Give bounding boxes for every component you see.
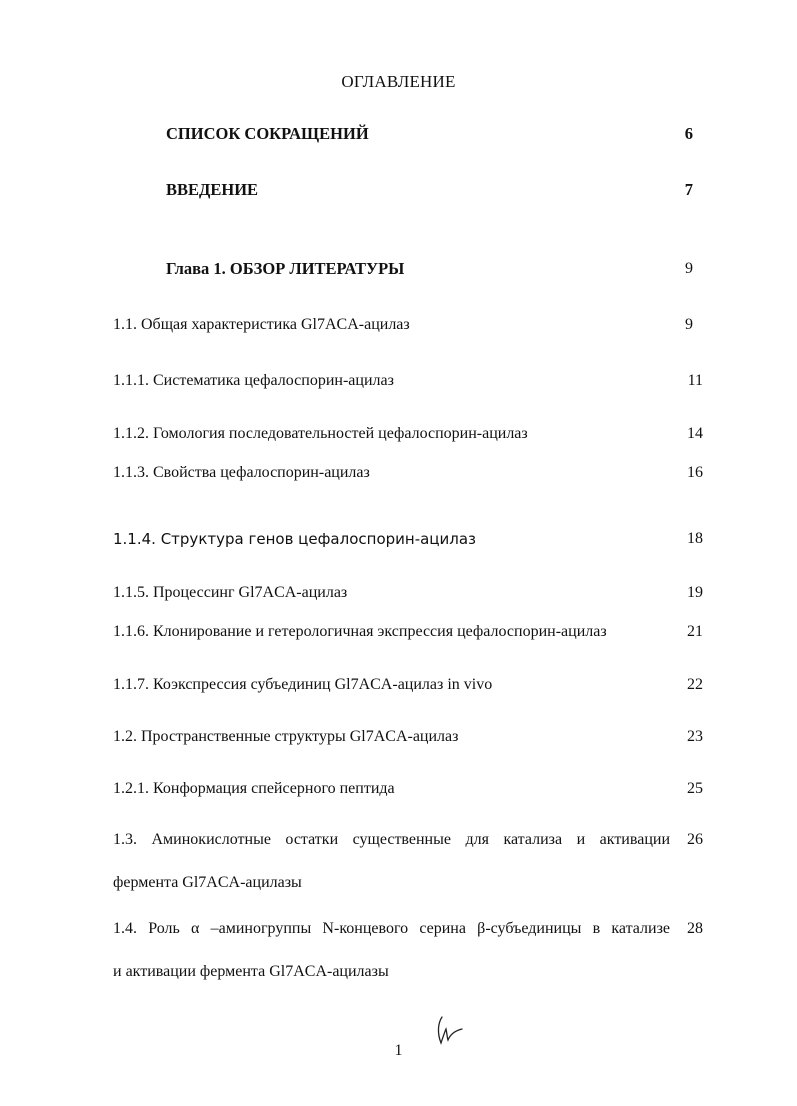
toc-entry-1-3	[113, 831, 703, 901]
toc-entry-label: 1.2. Пространственные структуры Gl7ACA-ацилаз	[113, 728, 459, 745]
toc-entry-page: 19	[687, 584, 703, 601]
toc-entry-page: 16	[687, 464, 703, 481]
toc-entry-label: 1.1.6. Клонирование и гетерологичная экспрессия цефалоспорин-ацилаз	[113, 623, 607, 640]
toc-entry-label: 1.1.1. Систематика цефалоспорин-ацилаз	[113, 372, 394, 389]
toc-entry-page: 9	[685, 316, 693, 333]
toc-entry-1-4	[113, 920, 703, 990]
toc-entry-page: 7	[684, 180, 693, 199]
toc-entry-label: Глава 1. ОБЗОР ЛИТЕРАТУРЫ	[166, 259, 405, 278]
toc-entry-label: СПИСОК СОКРАЩЕНИЙ	[166, 124, 369, 143]
toc-entry-page: 22	[687, 676, 703, 693]
toc-entry-page: 9	[685, 260, 693, 277]
toc-entry-label: 1.1.3. Свойства цефалоспорин-ацилаз	[113, 464, 370, 481]
toc-entry-label: 1.1.2. Гомология последовательностей цефалоспорин-ацилаз	[113, 425, 528, 442]
toc-entry-page: 26	[687, 831, 703, 848]
toc-entry-label: 1.2.1. Конформация спейсерного пептида	[113, 780, 395, 797]
toc-entry-label-line1: 1.4. Роль α –аминогруппы N-концевого серина β-субъединицы в катализе	[113, 920, 670, 937]
toc-entry-page: 23	[687, 728, 703, 745]
toc-entry-label: 1.1. Общая характеристика Gl7ACA-ацилаз	[113, 316, 410, 333]
toc-entry-label-line1: 1.3. Аминокислотные остатки существенные для катализа и активации	[113, 831, 670, 848]
page-number: 1	[394, 1042, 403, 1059]
toc-entry-page: 18	[687, 530, 703, 547]
toc-entry-label: 1.1.4. Структура генов цефалоспорин-ацилаз	[113, 530, 477, 548]
toc-entry-page: 6	[684, 124, 693, 143]
toc-entry-label: 1.1.7. Коэкспрессия субъединиц Gl7ACA-ацилаз in vivo	[113, 676, 493, 693]
toc-entry-page: 11	[687, 372, 703, 389]
toc-entry-label-line2: и активации фермента Gl7ACA-ацилазы	[113, 963, 389, 980]
toc-entry-page: 14	[687, 425, 703, 442]
toc-entry-page: 21	[687, 623, 703, 640]
page-title: ОГЛАВЛЕНИЕ	[341, 72, 456, 91]
toc-entry-label: ВВЕДЕНИЕ	[166, 180, 259, 199]
toc-entry-label: 1.1.5. Процессинг Gl7ACA-ацилаз	[113, 584, 348, 601]
toc-entry-page: 25	[687, 780, 703, 797]
toc-entry-label-line2: фермента Gl7ACA-ацилазы	[113, 874, 302, 891]
toc-entry-page: 28	[687, 920, 703, 937]
